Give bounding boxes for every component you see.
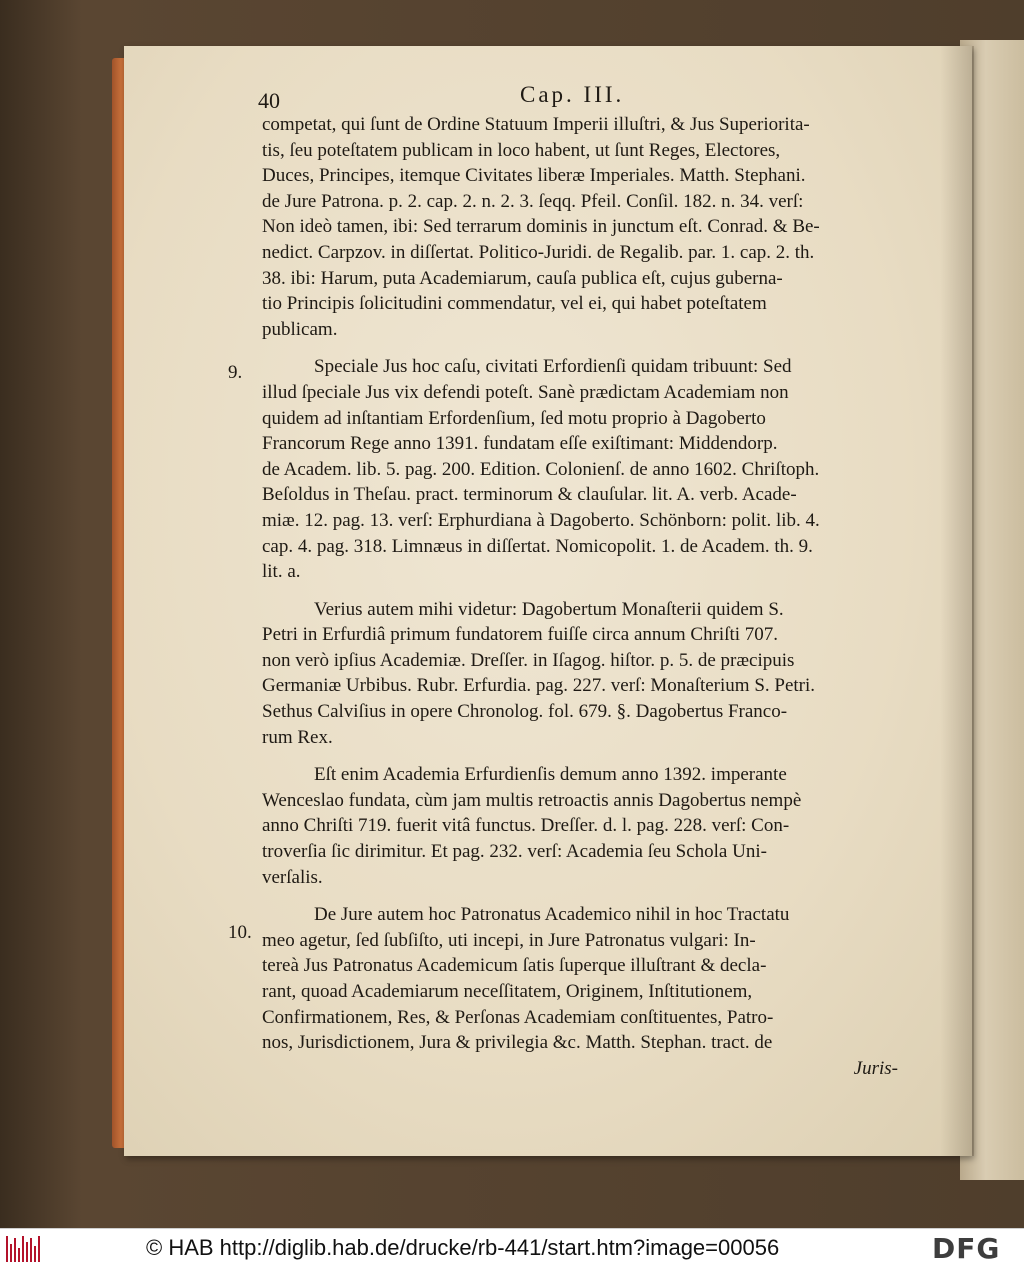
text-line: Confirmationem, Res, & Perſonas Academiam conſtituentes, Patro- xyxy=(262,1006,774,1028)
text-line: rum Rex. xyxy=(262,726,333,748)
hab-logo-icon xyxy=(6,1236,40,1262)
text-line: lit. a. xyxy=(262,561,301,583)
text-line: Non ideò tamen, ibi: Sed terrarum dominis in junctum eſt. Conrad. & Be- xyxy=(262,216,820,238)
footer-bar xyxy=(0,1228,1024,1269)
copyright-link[interactable]: © HAB http://diglib.hab.de/drucke/rb-441/start.htm?image=00056 xyxy=(146,1235,780,1260)
text-line: illud ſpeciale Jus vix defendi poteſt. Sanè prædictam Academiam non xyxy=(262,381,789,403)
text-line: Speciale Jus hoc caſu, civitati Erfordienſi quidam tribuunt: Sed xyxy=(314,356,792,378)
text-line: Duces, Principes, itemque Civitates liberæ Imperiales. Matth. Stephani. xyxy=(262,165,806,187)
text-line: Sethus Calviſius in opere Chronolog. fol. 679. §. Dagobertus Franco- xyxy=(262,701,788,723)
text-line: publicam. xyxy=(262,318,338,340)
text-line: rant, quoad Academiarum neceſſitatem, Originem, Inſtitutionem, xyxy=(262,981,753,1002)
text-line: Verius autem mihi videtur: Dagobertum Monaſterii quidem S. xyxy=(314,598,784,620)
text-line: nos, Jurisdictionem, Jura & privilegia &c. Matth. Stephan. tract. de xyxy=(262,1032,773,1054)
paragraph-3 xyxy=(262,597,902,751)
text-line: Beſoldus in Theſau. pract. terminorum & clauſular. lit. A. verb. Acade- xyxy=(262,484,797,506)
paragraph-4 xyxy=(262,762,902,890)
text-line: Francorum Rege anno 1391. fundatam eſſe exiſtimant: Middendorp. xyxy=(262,433,778,455)
dfg-logo-icon: DFG xyxy=(932,1232,1001,1265)
text-line: competat, qui ſunt de Ordine Statuum Imperii illuſtri, & Jus Superiorita- xyxy=(262,114,810,135)
text-line: nedict. Carpzov. in diſſertat. Politico-Juridi. de Regalib. par. 1. cap. 2. th. xyxy=(262,241,815,263)
page-header xyxy=(258,82,902,113)
paragraph-1 xyxy=(262,112,902,342)
text-line: Eſt enim Academia Erfurdienſis demum anno 1392. imperante xyxy=(314,764,787,786)
paragraph-2 xyxy=(228,354,902,584)
running-head: Cap. III. xyxy=(520,82,625,107)
page-gutter-shadow xyxy=(940,46,974,1156)
marginal-number: 9. xyxy=(228,362,243,384)
text-line: De Jure autem hoc Patronatus Academico nihil in hoc Tractatu xyxy=(314,904,790,926)
text-line: 38. ibi: Harum, puta Academiarum, cauſa publica eſt, cujus guberna- xyxy=(262,267,783,289)
text-line: Germaniæ Urbibus. Rubr. Erfurdia. pag. 227. verſ: Monaſterium S. Petri. xyxy=(262,675,816,697)
text-line: quidem ad inſtantiam Erfordenſium, ſed motu proprio à Dagoberto xyxy=(262,407,766,429)
page-text xyxy=(228,82,902,1081)
text-line: verſalis. xyxy=(262,866,323,888)
text-line: tereà Jus Patronatus Academicum ſatis ſuperque illuſtrant & decla- xyxy=(262,955,767,977)
text-line: cap. 4. pag. 318. Limnæus in diſſertat. Nomicopolit. 1. de Academ. th. 9. xyxy=(262,535,813,557)
page-number: 40 xyxy=(258,88,280,113)
text-line: Wenceslao fundata, cùm jam multis retroactis annis Dagobertus nempè xyxy=(262,789,802,811)
text-line: de Academ. lib. 5. pag. 200. Edition. Colonienſ. de anno 1602. Chriſtoph. xyxy=(262,458,820,480)
text-line: meo agetur, ſed ſubſiſto, uti incepi, in Jure Patronatus vulgari: In- xyxy=(262,929,756,951)
text-line: de Jure Patrona. p. 2. cap. 2. n. 2. 3. ſeqq. Pfeil. Conſil. 182. n. 34. verſ: xyxy=(262,190,804,212)
text-line: anno Chriſti 719. fuerit vitâ functus. Dreſſer. d. l. pag. 228. verſ: Con- xyxy=(262,815,790,837)
text-line: miæ. 12. pag. 13. verſ: Erphurdiana à Dagoberto. Schönborn: polit. lib. 4. xyxy=(262,509,820,531)
text-line: non verò ipſius Academiæ. Dreſſer. in Iſagog. hiſtor. p. 5. de præcipuis xyxy=(262,649,795,671)
marginal-number: 10. xyxy=(228,922,252,944)
text-line: Petri in Erfurdiâ primum fundatorem fuiſſe circa annum Chriſti 707. xyxy=(262,624,779,646)
catchword: Juris- xyxy=(853,1057,898,1079)
text-line: troverſia ſic dirimitur. Et pag. 232. verſ: Academia ſeu Schola Uni- xyxy=(262,841,767,863)
text-line: tio Principis ſolicitudini commendatur, vel ei, qui habet poteſtatem xyxy=(262,293,767,315)
paragraph-5 xyxy=(228,902,902,1056)
text-line: tis, ſeu poteſtatem publicam in loco habent, ut ſunt Reges, Electores, xyxy=(262,139,781,161)
